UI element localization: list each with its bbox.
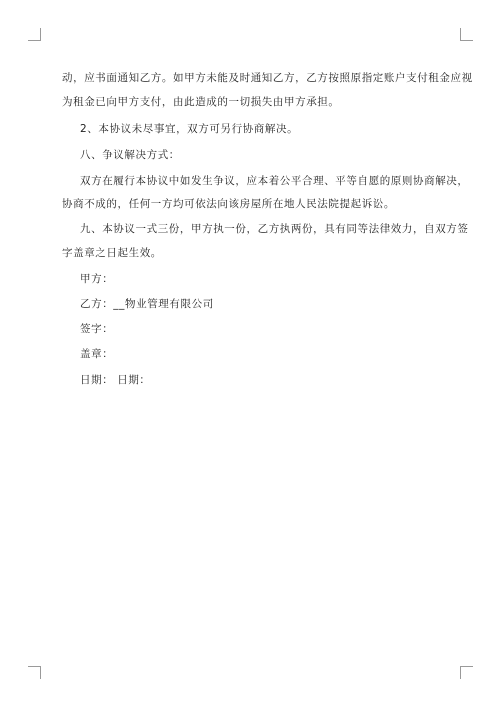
crop-mark-top-right — [460, 28, 473, 41]
dispute-line-1: 双方在履行本协议中如发生争议，应本着公平合理、平等自愿的原则协商解决， — [80, 175, 469, 187]
party-b-label: 乙方：__物业管理有限公司 — [80, 298, 214, 310]
crop-mark-bottom-left — [28, 666, 41, 679]
copies-line-2: 字盖章之日起生效。 — [62, 247, 162, 259]
party-a-label: 甲方： — [80, 273, 114, 285]
date-label: 日期： 日期： — [80, 374, 151, 386]
crop-mark-top-left — [28, 28, 41, 41]
signature-label: 签字： — [80, 323, 114, 335]
paragraph-line-notice: 动，应书面通知乙方。如甲方未能及时通知乙方，乙方按照原指定账户支付租金应视 — [62, 72, 473, 84]
dispute-line-2: 协商不成的，任何一方均可依法向该房屋所在地人民法院提起诉讼。 — [62, 198, 395, 210]
section-heading-dispute: 八、争议解决方式： — [80, 149, 180, 161]
crop-mark-bottom-right — [460, 666, 473, 679]
seal-label: 盖章： — [80, 348, 114, 360]
clause-2: 2、本协议未尽事宜，双方可另行协商解决。 — [80, 123, 299, 135]
copies-line-1: 九、本协议一式三份，甲方执一份，乙方执两份，具有同等法律效力，自双方签 — [80, 223, 469, 235]
paragraph-line-loss: 为租金已向甲方支付，由此造成的一切损失由甲方承担。 — [62, 96, 340, 108]
